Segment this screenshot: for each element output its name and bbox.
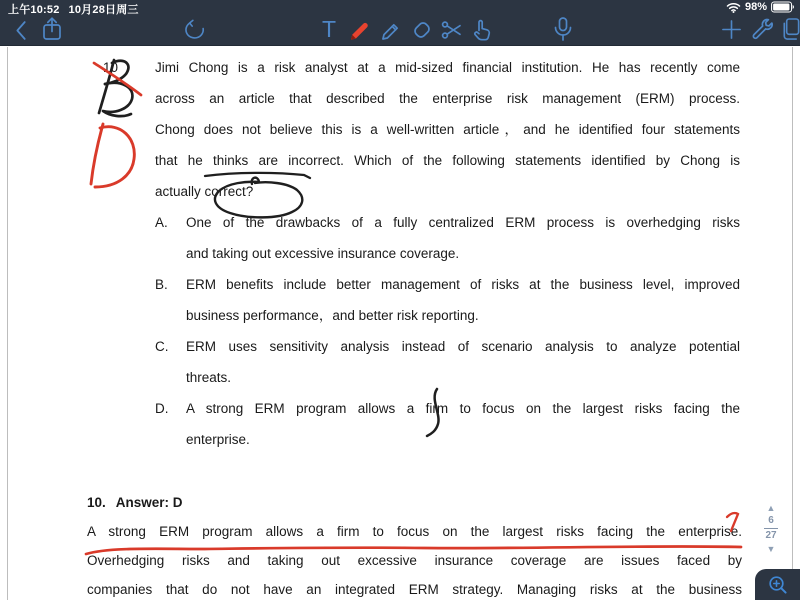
settings-wrench-button[interactable]: [750, 17, 775, 42]
question-number: 10: [103, 60, 119, 75]
option-line: enterprise.: [186, 432, 250, 447]
answer-number: 10.: [87, 495, 106, 510]
hand-gesture-tool-button[interactable]: [469, 17, 494, 42]
page-navigator: [762, 502, 780, 555]
pdf-document: [87, 52, 742, 600]
pages-icon: [780, 17, 800, 42]
answer-line: Overhedging risks and taking out excessive insurance coverage are issues faced by: [87, 553, 742, 568]
battery-icon: [771, 1, 795, 13]
status-time: 上午10:52: [8, 4, 60, 16]
text-tool-button[interactable]: [317, 16, 341, 43]
question-line: Chong does not believe this is a well-written article，and he identified four statements: [155, 122, 740, 137]
pen-icon: [348, 18, 372, 42]
option-line: threats.: [186, 370, 232, 385]
option-letter: A.: [155, 215, 168, 230]
wrench-icon: [751, 18, 775, 42]
question-line: across an article that described the enterprise risk management (ERM) process.: [155, 91, 740, 106]
total-page-number: 27: [765, 530, 777, 541]
highlighter-tool-button[interactable]: [378, 17, 403, 42]
eraser-icon: [409, 17, 435, 43]
toolbar-buttons: [0, 14, 800, 46]
option-line: business performance，and better risk reporting.: [186, 308, 479, 323]
question-line: actually correct?: [155, 184, 254, 199]
status-indicators: [726, 1, 795, 13]
answer-line: A strong ERM program allows a firm to focus on the largest risks facing the enterprise.: [87, 524, 742, 539]
page-left-edge: [7, 47, 8, 600]
top-toolbar: [0, 0, 800, 46]
option-line: and taking out excessive insurance coverage.: [186, 246, 460, 261]
battery-percent: 98%: [744, 1, 767, 13]
share-button[interactable]: [40, 15, 64, 43]
back-button[interactable]: [12, 19, 28, 41]
option-letter: C.: [155, 339, 169, 354]
page-right-edge: [792, 47, 793, 600]
microphone-icon: [551, 16, 575, 43]
status-date: 10月28日周三: [68, 4, 139, 16]
question-block: [103, 52, 740, 207]
hand-pointer-icon: [470, 18, 494, 42]
undo-button[interactable]: [182, 18, 206, 42]
option-line: ERM benefits include better management of risks at the business level, improved: [186, 277, 740, 292]
option-d: [155, 393, 740, 455]
highlighter-icon: [379, 18, 403, 42]
add-page-button[interactable]: [720, 18, 743, 41]
option-letter: B.: [155, 277, 168, 292]
option-c: [155, 331, 740, 393]
page-up-arrow[interactable]: ▲: [766, 503, 776, 513]
option-b: [155, 269, 740, 331]
option-line: ERM uses sensitivity analysis instead of scenario analysis to analyze potential: [186, 339, 740, 354]
scissors-icon: [440, 18, 464, 42]
answer-block: [87, 488, 742, 600]
page-down-arrow[interactable]: ▼: [766, 544, 776, 554]
answer-heading: [87, 488, 742, 517]
zoom-button[interactable]: [755, 569, 800, 600]
wifi-icon: [726, 2, 741, 13]
text-tool-icon: T: [321, 16, 337, 42]
status-bar: [0, 0, 800, 14]
question-line: Jimi Chong is a risk analyst at a mid-sized financial institution. He has recently come: [155, 60, 740, 75]
answer-label: Answer: D: [115, 495, 183, 510]
magnifier-plus-icon: [767, 574, 789, 596]
option-line: One of the drawbacks of a fully centralized ERM process is overhedging risks: [186, 215, 740, 230]
microphone-button[interactable]: [550, 15, 575, 43]
option-line: A strong ERM program allows a firm to focus on the largest risks facing the: [186, 401, 740, 416]
pages-button[interactable]: [779, 16, 800, 43]
scissors-tool-button[interactable]: [439, 17, 464, 42]
eraser-tool-button[interactable]: [408, 16, 435, 43]
current-page-number: 6: [764, 514, 778, 529]
question-line: that he thinks are incorrect. Which of the following statements identified by Chong is: [155, 153, 740, 168]
option-a: [155, 207, 740, 269]
pen-tool-button[interactable]: [347, 17, 372, 42]
option-letter: D.: [155, 401, 169, 416]
plus-icon: [721, 19, 742, 40]
answer-line: companies that do not have an integrated ERM strategy. Managing risks at the business: [87, 582, 742, 597]
